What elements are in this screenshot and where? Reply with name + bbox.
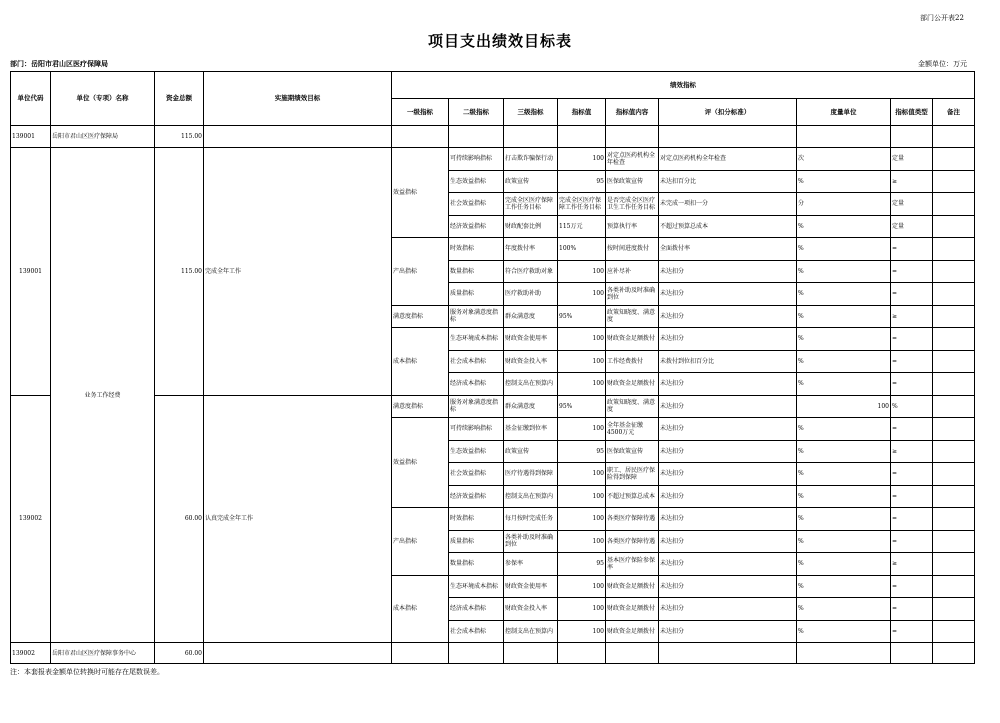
empty-cell [558, 643, 606, 664]
table-row [11, 148, 975, 171]
empty-cell [891, 643, 933, 664]
scoring-cell: 未达扣分 [659, 598, 797, 621]
header-lvl2: 二级指标 [449, 99, 504, 126]
level3-cell: 政策宣传 [504, 170, 558, 193]
content-cell: 各类医疗保障待遇 [606, 530, 659, 553]
scoring-cell: 未达扣分 [659, 553, 797, 576]
unit-code-cell: 139001 [11, 126, 51, 148]
value-cell: 100 [558, 373, 606, 396]
value-cell: 100 [558, 463, 606, 486]
level1-cell: 产出指标 [392, 508, 449, 576]
type-cell: = [891, 598, 933, 621]
value-cell: 95 [558, 553, 606, 576]
header-scoring: 评（扣分标准） [659, 99, 797, 126]
measure-cell: % [797, 215, 891, 238]
value-cell: 100 [558, 575, 606, 598]
form-number: 部门公开表22 [920, 14, 964, 22]
measure-cell: % [797, 463, 891, 486]
content-cell: 财政资金足额拨付 [606, 620, 659, 643]
measure-cell: 100 [797, 395, 891, 418]
remark-cell [933, 215, 975, 238]
level2-cell: 数量指标 [449, 553, 504, 576]
scoring-cell: 未达扣分 [659, 485, 797, 508]
level3-cell: 财政资金投入率 [504, 350, 558, 373]
level2-cell: 经济效益指标 [449, 485, 504, 508]
level1-cell: 效益指标 [392, 148, 449, 238]
level3-cell: 财政资金投入率 [504, 598, 558, 621]
level2-cell: 服务对象满意度指标 [449, 305, 504, 328]
type-cell: ≥ [891, 440, 933, 463]
empty-cell [606, 643, 659, 664]
remark-cell [933, 283, 975, 306]
measure-cell: % [797, 260, 891, 283]
header-lvl3: 三级指标 [504, 99, 558, 126]
table-row [11, 643, 975, 664]
value-cell: 95% [558, 395, 606, 418]
value-cell: 95% [558, 305, 606, 328]
value-cell: 100 [558, 598, 606, 621]
project-name-cell: 业务工作经费 [51, 148, 155, 643]
level2-cell: 生态环境成本指标 [449, 328, 504, 351]
type-cell: ≥ [891, 305, 933, 328]
header-unit-code: 单位代码 [11, 72, 51, 126]
measure-cell: % [797, 440, 891, 463]
value-cell: 95 [558, 170, 606, 193]
level2-cell: 生态效益指标 [449, 440, 504, 463]
value-cell: 100 [558, 620, 606, 643]
value-cell: 100 [558, 418, 606, 441]
content-cell: 医保政策宣传 [606, 440, 659, 463]
value-cell: 100 [558, 328, 606, 351]
scoring-cell: 未达扣分 [659, 418, 797, 441]
remark-cell [933, 350, 975, 373]
level3-cell: 政策宣传 [504, 440, 558, 463]
unit-name-cell: 岳阳市君山区医疗保障局 [51, 126, 155, 148]
measure-cell: % [797, 283, 891, 306]
value-cell: 115万元 [558, 215, 606, 238]
value-cell: 100% [558, 238, 606, 261]
scoring-cell: 未完成一项扣一分 [659, 193, 797, 216]
measure-cell: % [797, 530, 891, 553]
unit-code-cell: 139002 [11, 643, 51, 664]
measure-cell: % [797, 373, 891, 396]
remark-cell [933, 193, 975, 216]
measure-cell: % [797, 238, 891, 261]
level2-cell: 社会效益指标 [449, 463, 504, 486]
value-cell: 100 [558, 485, 606, 508]
empty-cell [392, 643, 449, 664]
content-cell: 应补尽补 [606, 260, 659, 283]
scoring-cell: 未达扣分 [659, 508, 797, 531]
total-cell: 60.00 [155, 643, 204, 664]
header-unit-name: 单位（专项）名称 [51, 72, 155, 126]
empty-cell [449, 643, 504, 664]
content-cell: 基本医疗保险参保率 [606, 553, 659, 576]
level3-cell: 控制支出在预算内 [504, 373, 558, 396]
level2-cell: 可持续影响指标 [449, 418, 504, 441]
measure-cell: % [797, 575, 891, 598]
footnote: 注：本套报表金额单位转换时可能存在尾数误差。 [10, 668, 164, 676]
type-cell: ≥ [891, 553, 933, 576]
value-cell: 100 [558, 350, 606, 373]
content-cell: 各类补助及时准确到位 [606, 283, 659, 306]
remark-cell [933, 395, 975, 418]
level3-cell: 财政资金使用率 [504, 575, 558, 598]
level2-cell: 质量指标 [449, 283, 504, 306]
measure-cell: % [797, 553, 891, 576]
header-goal: 实施期绩效目标 [204, 72, 392, 126]
header-measure: 度量单位 [797, 99, 891, 126]
level1-cell: 成本指标 [392, 575, 449, 643]
type-cell: = [891, 485, 933, 508]
total-cell: 115.00 [155, 148, 204, 396]
empty-cell [204, 643, 392, 664]
scoring-cell: 未达扣分 [659, 440, 797, 463]
unit-name-cell: 岳阳市君山区医疗保障事务中心 [51, 643, 155, 664]
measure-cell: % [797, 620, 891, 643]
type-cell: = [891, 575, 933, 598]
header-lvl1: 一级指标 [392, 99, 449, 126]
table-row [11, 126, 975, 148]
level2-cell: 服务对象满意度指标 [449, 395, 504, 418]
empty-cell [504, 643, 558, 664]
remark-cell [933, 305, 975, 328]
remark-cell [933, 373, 975, 396]
amount-unit-label: 金额单位：万元 [918, 60, 967, 68]
header-total: 资金总额 [155, 72, 204, 126]
level3-cell: 医疗待遇得到保障 [504, 463, 558, 486]
unit-code-cell: 139001 [11, 148, 51, 396]
empty-cell [659, 643, 797, 664]
level3-cell: 每月按时完成任务 [504, 508, 558, 531]
level3-cell: 打击欺诈骗保行动 [504, 148, 558, 171]
value-cell: 100 [558, 148, 606, 171]
level3-cell: 符合医疗救助对象 [504, 260, 558, 283]
level2-cell: 社会效益指标 [449, 193, 504, 216]
goal-cell: 完成全年工作 [204, 148, 392, 396]
level1-cell: 效益指标 [392, 418, 449, 508]
level3-cell: 年度拨付率 [504, 238, 558, 261]
level2-cell: 经济成本指标 [449, 373, 504, 396]
content-cell: 全年基金征缴4500万元 [606, 418, 659, 441]
scoring-cell: 未达扣分 [659, 305, 797, 328]
level3-cell: 医疗救助补助 [504, 283, 558, 306]
content-cell: 工作经费拨付 [606, 350, 659, 373]
scoring-cell: 未达扣分 [659, 328, 797, 351]
header-content: 指标值内容 [606, 99, 659, 126]
scoring-cell: 未达扣分 [659, 463, 797, 486]
level2-cell: 数量指标 [449, 260, 504, 283]
remark-cell [933, 553, 975, 576]
remark-cell [933, 148, 975, 171]
goal-cell: 认真完成全年工作 [204, 395, 392, 643]
type-cell: ≥ [891, 170, 933, 193]
remark-cell [933, 530, 975, 553]
level3-cell: 参保率 [504, 553, 558, 576]
empty-cell [797, 643, 891, 664]
level3-cell: 控制支出在预算内 [504, 485, 558, 508]
level2-cell: 时效指标 [449, 238, 504, 261]
scoring-cell: 未达扣分 [659, 373, 797, 396]
level3-cell: 控制支出在预算内 [504, 620, 558, 643]
type-cell: % [891, 395, 933, 418]
type-cell: = [891, 418, 933, 441]
measure-cell: % [797, 170, 891, 193]
value-cell: 100 [558, 530, 606, 553]
level3-cell: 群众满意度 [504, 305, 558, 328]
type-cell: 定量 [891, 193, 933, 216]
type-cell: = [891, 350, 933, 373]
type-cell: 定量 [891, 148, 933, 171]
value-cell: 100 [558, 508, 606, 531]
level3-cell: 基金征缴到位率 [504, 418, 558, 441]
remark-cell [933, 508, 975, 531]
performance-table [10, 71, 975, 664]
table-row [11, 395, 975, 418]
value-cell: 完成全区医疗保障工作任务目标 [558, 193, 606, 216]
content-cell: 职工、居民医疗保险得到保障 [606, 463, 659, 486]
level2-cell: 经济成本指标 [449, 598, 504, 621]
content-cell: 财政资金足额拨付 [606, 598, 659, 621]
measure-cell: % [797, 598, 891, 621]
header-indicators: 绩效指标 [392, 72, 975, 99]
content-cell: 不超过预算总成本 [606, 485, 659, 508]
level3-cell: 财政配套比例 [504, 215, 558, 238]
remark-cell [933, 463, 975, 486]
level2-cell: 生态环境成本指标 [449, 575, 504, 598]
remark-cell [933, 620, 975, 643]
type-cell: = [891, 328, 933, 351]
level3-cell: 各类补助及时准确到位 [504, 530, 558, 553]
level2-cell: 社会成本指标 [449, 620, 504, 643]
scoring-cell: 未达扣分 [659, 575, 797, 598]
scoring-cell: 不超过预算总成本 [659, 215, 797, 238]
remark-cell [933, 598, 975, 621]
scoring-cell: 对定点医药机构全年检查 [659, 148, 797, 171]
level1-cell: 满意度指标 [392, 305, 449, 328]
scoring-cell: 全面拨付率 [659, 238, 797, 261]
measure-cell: 次 [797, 148, 891, 171]
content-cell: 财政资金足额拨付 [606, 373, 659, 396]
value-cell: 95 [558, 440, 606, 463]
type-cell: = [891, 283, 933, 306]
empty-cell [933, 643, 975, 664]
content-cell: 对定点医药机构全年检查 [606, 148, 659, 171]
content-cell: 各类医疗保障待遇 [606, 508, 659, 531]
level2-cell: 社会成本指标 [449, 350, 504, 373]
measure-cell: % [797, 350, 891, 373]
level2-cell: 可持续影响指标 [449, 148, 504, 171]
value-cell: 100 [558, 283, 606, 306]
content-cell: 是否完成全区医疗卫生工作任务目标 [606, 193, 659, 216]
type-cell: = [891, 508, 933, 531]
type-cell: = [891, 260, 933, 283]
type-cell: = [891, 530, 933, 553]
content-cell: 预算执行率 [606, 215, 659, 238]
header-type: 指标值类型 [891, 99, 933, 126]
page-title: 项目支出绩效目标表 [427, 32, 572, 50]
measure-cell: % [797, 418, 891, 441]
level3-cell: 完成全区医疗保障工作任务目标 [504, 193, 558, 216]
department-label: 部门：岳阳市君山区医疗保障局 [10, 59, 108, 68]
measure-cell: % [797, 305, 891, 328]
content-cell: 医保政策宣传 [606, 170, 659, 193]
scoring-cell: 未达扣分 [659, 530, 797, 553]
measure-cell: % [797, 508, 891, 531]
level1-cell: 成本指标 [392, 328, 449, 396]
scoring-cell: 未达扣分 [659, 620, 797, 643]
type-cell: = [891, 373, 933, 396]
total-cell: 60.00 [155, 395, 204, 643]
type-cell: = [891, 463, 933, 486]
level2-cell: 质量指标 [449, 530, 504, 553]
type-cell: = [891, 620, 933, 643]
measure-cell: % [797, 485, 891, 508]
level2-cell: 生态效益指标 [449, 170, 504, 193]
level1-cell: 产出指标 [392, 238, 449, 306]
level1-cell: 满意度指标 [392, 395, 449, 418]
remark-cell [933, 485, 975, 508]
content-cell: 政策知晓度、满意度 [606, 395, 659, 418]
total-cell: 115.00 [155, 126, 204, 148]
measure-cell: % [797, 328, 891, 351]
unit-code-cell: 139002 [11, 395, 51, 643]
remark-cell [933, 440, 975, 463]
scoring-cell: 未达扣分 [659, 395, 797, 418]
level3-cell: 财政资金使用率 [504, 328, 558, 351]
header-value: 指标值 [558, 99, 606, 126]
level2-cell: 时效指标 [449, 508, 504, 531]
remark-cell [933, 238, 975, 261]
content-cell: 按时间进度拨付 [606, 238, 659, 261]
scoring-cell: 未达扣百分比 [659, 170, 797, 193]
header-remark: 备注 [933, 99, 975, 126]
remark-cell [933, 575, 975, 598]
content-cell: 财政资金足额拨付 [606, 328, 659, 351]
remark-cell [933, 328, 975, 351]
remark-cell [933, 170, 975, 193]
content-cell: 财政资金足额拨付 [606, 575, 659, 598]
level3-cell: 群众满意度 [504, 395, 558, 418]
scoring-cell: 未达扣分 [659, 260, 797, 283]
value-cell: 100 [558, 260, 606, 283]
scoring-cell: 未拨付到位扣百分比 [659, 350, 797, 373]
level2-cell: 经济效益指标 [449, 215, 504, 238]
type-cell: = [891, 238, 933, 261]
measure-cell: 分 [797, 193, 891, 216]
content-cell: 政策知晓度、满意度 [606, 305, 659, 328]
remark-cell [933, 418, 975, 441]
type-cell: 定量 [891, 215, 933, 238]
scoring-cell: 未达扣分 [659, 283, 797, 306]
remark-cell [933, 260, 975, 283]
